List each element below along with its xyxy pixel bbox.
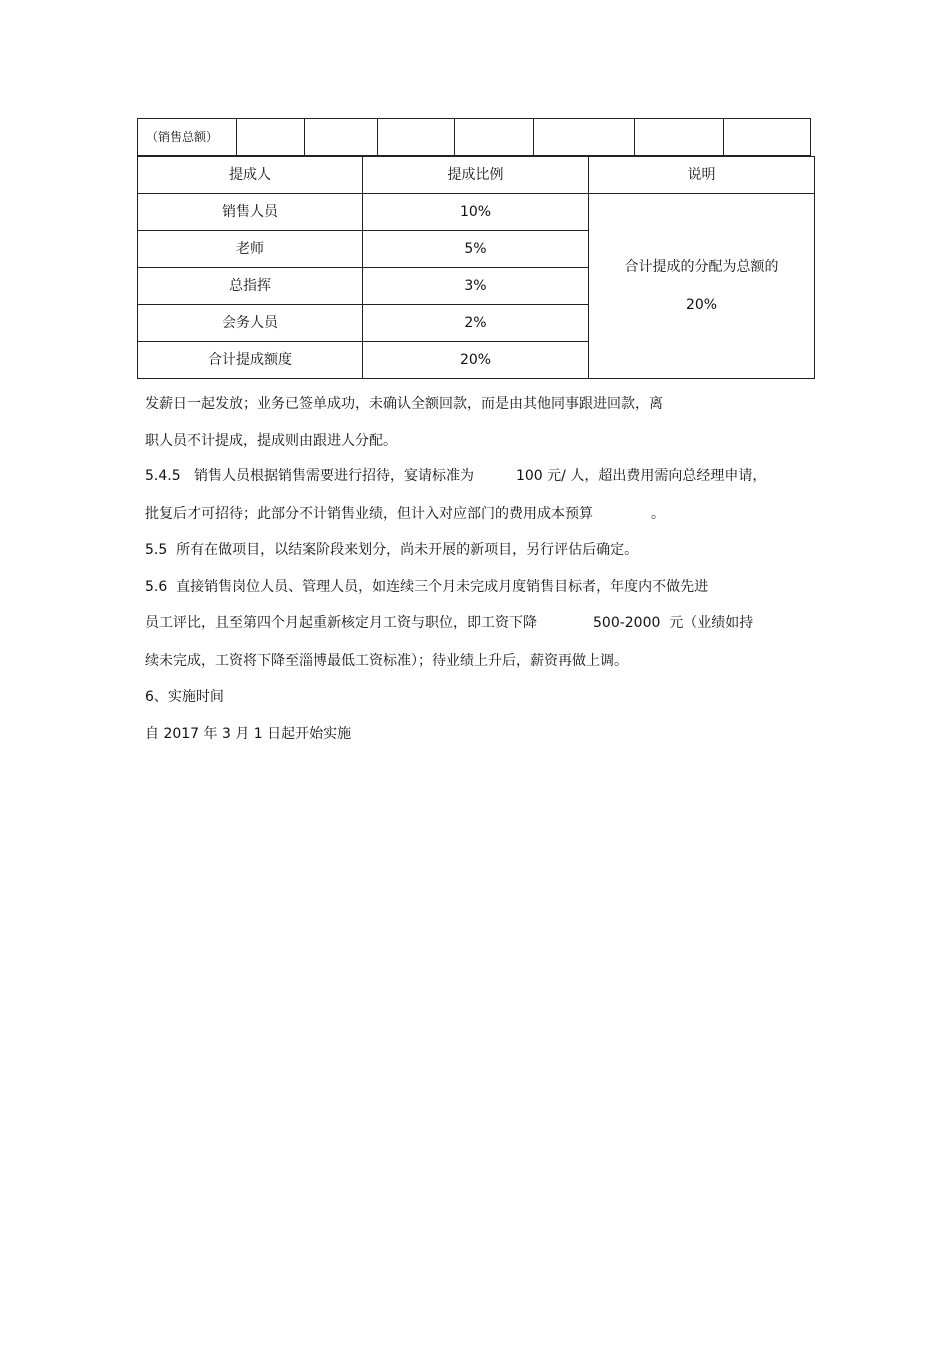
person-cell: 老师	[138, 231, 363, 268]
empty-cell	[724, 119, 811, 156]
table-header-row	[138, 157, 815, 194]
header-note: 说明	[589, 157, 815, 194]
paragraph-5: 5.5 所有在做项目，以结案阶段来划分，尚未开展的新项目，另行评估后确定。	[145, 542, 639, 558]
empty-cell	[305, 119, 378, 156]
paragraph-8: 续未完成，工资将下降至淄博最低工资标准）；待业绩上升后，薪资再做上调。	[145, 653, 628, 669]
paragraph-4-part-a: 批复后才可招待；此部分不计销售业绩，但计入对应部门的费用成本预算	[145, 506, 593, 522]
paragraph-10: 自 2017 年 3 月 1 日起开始实施	[145, 726, 352, 742]
empty-cell	[635, 119, 724, 156]
person-cell: 总指挥	[138, 268, 363, 305]
person-cell: 销售人员	[138, 194, 363, 231]
table-row	[138, 194, 815, 231]
person-cell: 会务人员	[138, 305, 363, 342]
rate-cell: 3%	[363, 268, 589, 305]
section-heading-6: 6、实施时间	[145, 689, 224, 705]
rate-cell: 20%	[363, 342, 589, 379]
sales-total-label: （销售总额）	[138, 119, 237, 156]
paragraph-7-part-a: 员工评比，且至第四个月起重新核定月工资与职位，即工资下降	[145, 615, 537, 631]
paragraph-6: 5.6 直接销售岗位人员、管理人员，如连续三个月未完成月度销售目标者，年度内不做先进	[145, 579, 709, 595]
note-line-1: 合计提成的分配为总额的	[624, 259, 779, 275]
person-cell: 合计提成额度	[138, 342, 363, 379]
paragraph-4	[145, 507, 665, 521]
note-line-2: 20%	[685, 297, 718, 313]
rate-cell: 10%	[363, 194, 589, 231]
empty-cell	[455, 119, 534, 156]
paragraph-7-part-b: 500-2000 元（业绩如持	[593, 615, 754, 631]
paragraph-7	[145, 616, 753, 630]
rate-cell: 5%	[363, 231, 589, 268]
note-cell	[589, 194, 815, 379]
empty-cell	[534, 119, 635, 156]
header-person: 提成人	[138, 157, 363, 194]
paragraph-1: 发薪日一起发放；业务已签单成功，未确认全额回款，而是由其他同事跟进回款，离	[145, 396, 663, 412]
empty-cell	[237, 119, 305, 156]
sales-total-row	[138, 119, 811, 156]
paragraph-4-part-b: 。	[651, 506, 665, 522]
empty-cell	[378, 119, 455, 156]
paragraph-3-part-b: 100 元/ 人，超出费用需向总经理申请，	[515, 468, 767, 484]
rate-cell: 2%	[363, 305, 589, 342]
paragraph-2: 职人员不计提成，提成则由跟进人分配。	[145, 433, 397, 449]
paragraph-3-part-a: 5.4.5 销售人员根据销售需要进行招待，宴请标准为	[145, 468, 474, 484]
header-rate: 提成比例	[363, 157, 589, 194]
commission-table	[137, 156, 815, 379]
paragraph-3	[145, 469, 766, 483]
sales-total-row-table	[137, 118, 811, 156]
